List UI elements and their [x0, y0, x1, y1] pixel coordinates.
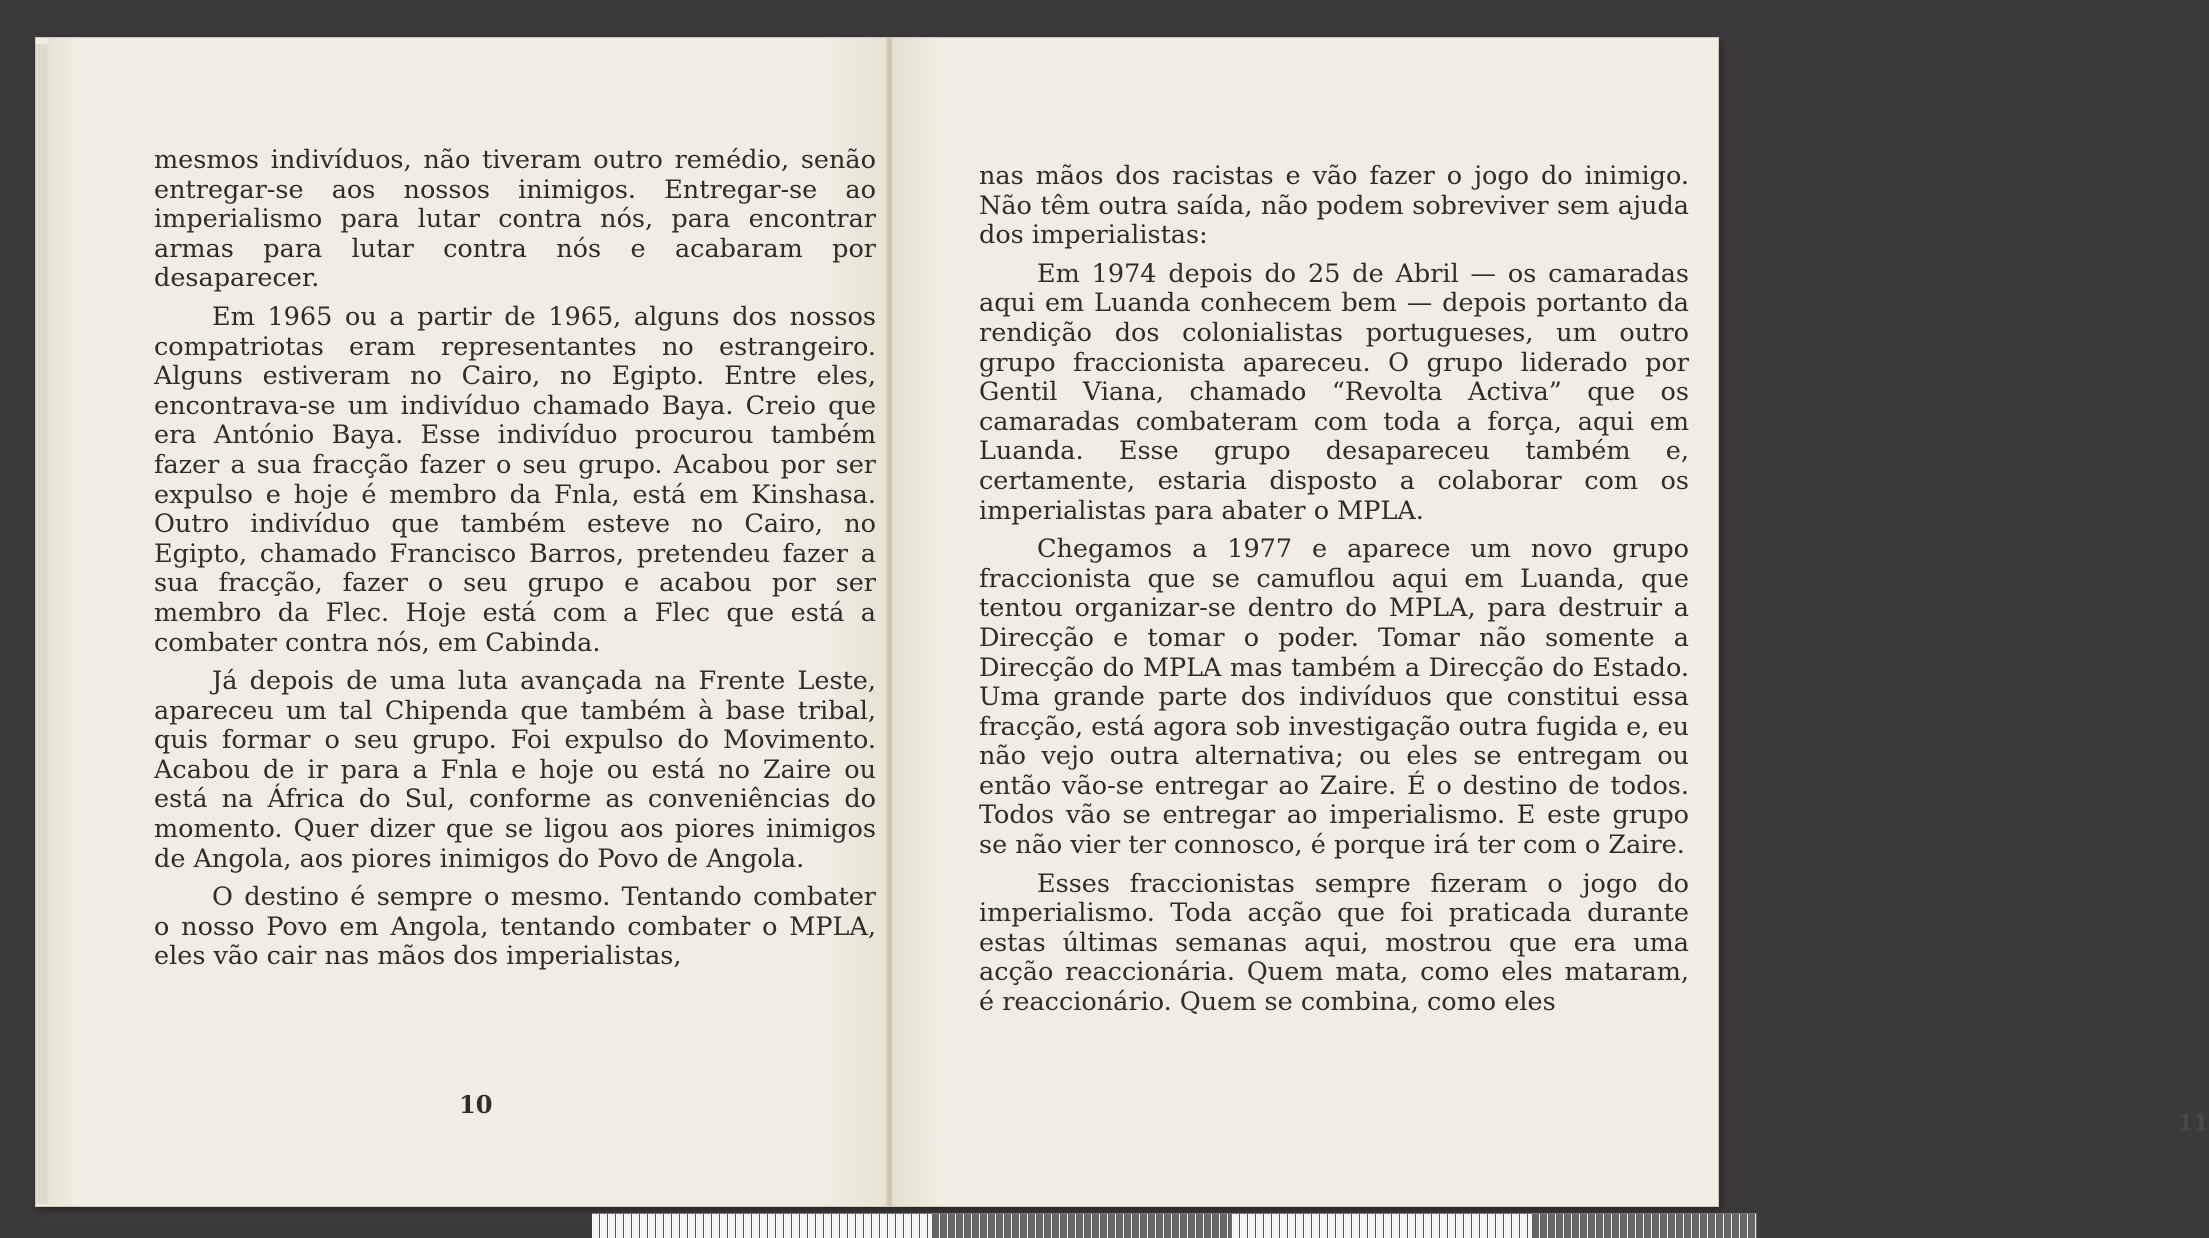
page-number: 11	[2178, 1110, 2209, 1136]
open-booklet	[36, 38, 2209, 1206]
paragraph: Chegamos a 1977 e aparece um novo grupo fraccionista que se camuflou aqui em Luanda, que tentou organizar-se dentro do MPLA, para destruir a Direcção e tomar o poder. Tomar não somente a Direcção do MPLA mas também a Direcção do Estado. Uma grande parte dos indivíduos que constitui essa fracção, está agora sob investigação outra fugida e, eu não vejo outra alternativa; ou eles se entregam ou então vão-se entregar ao Zaire. É o destino de todos. Todos vão se entregar ao imperialismo. E este grupo se não vier ter connosco, é porque irá ter com o Zaire.	[979, 534, 1689, 861]
scale-ruler	[592, 1213, 1757, 1238]
right-page	[892, 38, 2209, 1206]
page-edges	[36, 44, 48, 1204]
right-page-text	[979, 162, 1689, 1027]
paragraph: Em 1974 depois do 25 de Abril — os camaradas aqui em Luanda conhecem bem — depois portanto da rendição dos colonialistas portugueses, um outro grupo fraccionista apareceu. O grupo liderado por Gentil Viana, chamado “Revolta Activa” que os camaradas combateram com toda a força, aqui em Luanda. Esse grupo desapareceu também e, certamente, estaria disposto a colaborar com os imperialistas para abater o MPLA.	[979, 258, 1689, 526]
left-page	[48, 38, 890, 1206]
paragraph: Já depois de uma luta avançada na Frente Leste, apareceu um tal Chipenda que também à base tribal, quis formar o seu grupo. Foi expulso do Movimento. Acabou de ir para a Fnla e hoje ou está no Zaire ou está na África do Sul, conforme as conveniências do momento. Quer dizer que se ligou aos piores inimigos de Angola, aos piores inimigos do Povo de Angola.	[154, 666, 876, 874]
page-number: 10	[459, 1090, 493, 1119]
paragraph: nas mãos dos racistas e vão fazer o jogo do inimigo. Não têm outra saída, não podem sobreviver sem ajuda dos imperialistas:	[979, 161, 1689, 251]
paragraph: O destino é sempre o mesmo. Tentando combater o nosso Povo em Angola, tentando combater o MPLA, eles vão cair nas mãos dos imperialistas,	[154, 882, 876, 972]
ruler-dark-segment	[932, 1214, 1232, 1238]
paragraph: Esses fraccionistas sempre fizeram o jogo do imperialismo. Toda acção que foi praticada durante estas últimas semanas aqui, mostrou que era uma acção reaccionária. Quem mata, como eles mataram, é reaccionário. Quem se combina, como eles	[979, 868, 1689, 1018]
ruler-dark-segment	[1532, 1214, 1757, 1238]
paragraph: Em 1965 ou a partir de 1965, alguns dos nossos compatriotas eram representantes no estrangeiro. Alguns estiveram no Cairo, no Egipto. Entre eles, encontrava-se um indivíduo chamado Baya. Creio que era António Baya. Esse indivíduo procurou também fazer a sua fracção fazer o seu grupo. Acabou por ser expulso e hoje é membro da Fnla, está em Kinshasa. Outro indivíduo que também esteve no Cairo, no Egipto, chamado Francisco Barros, pretendeu fazer a sua fracção, fazer o seu grupo e acabou por ser membro da Flec. Hoje está com a Flec que está a combater contra nós, em Cabinda.	[154, 301, 876, 658]
paragraph: mesmos indivíduos, não tiveram outro remédio, senão entregar-se aos nossos inimigos. Entregar-se ao imperialismo para lutar contra nós, para encontrar armas para lutar contra nós e acabaram por desaparecer.	[154, 145, 876, 294]
left-page-text	[154, 146, 876, 981]
